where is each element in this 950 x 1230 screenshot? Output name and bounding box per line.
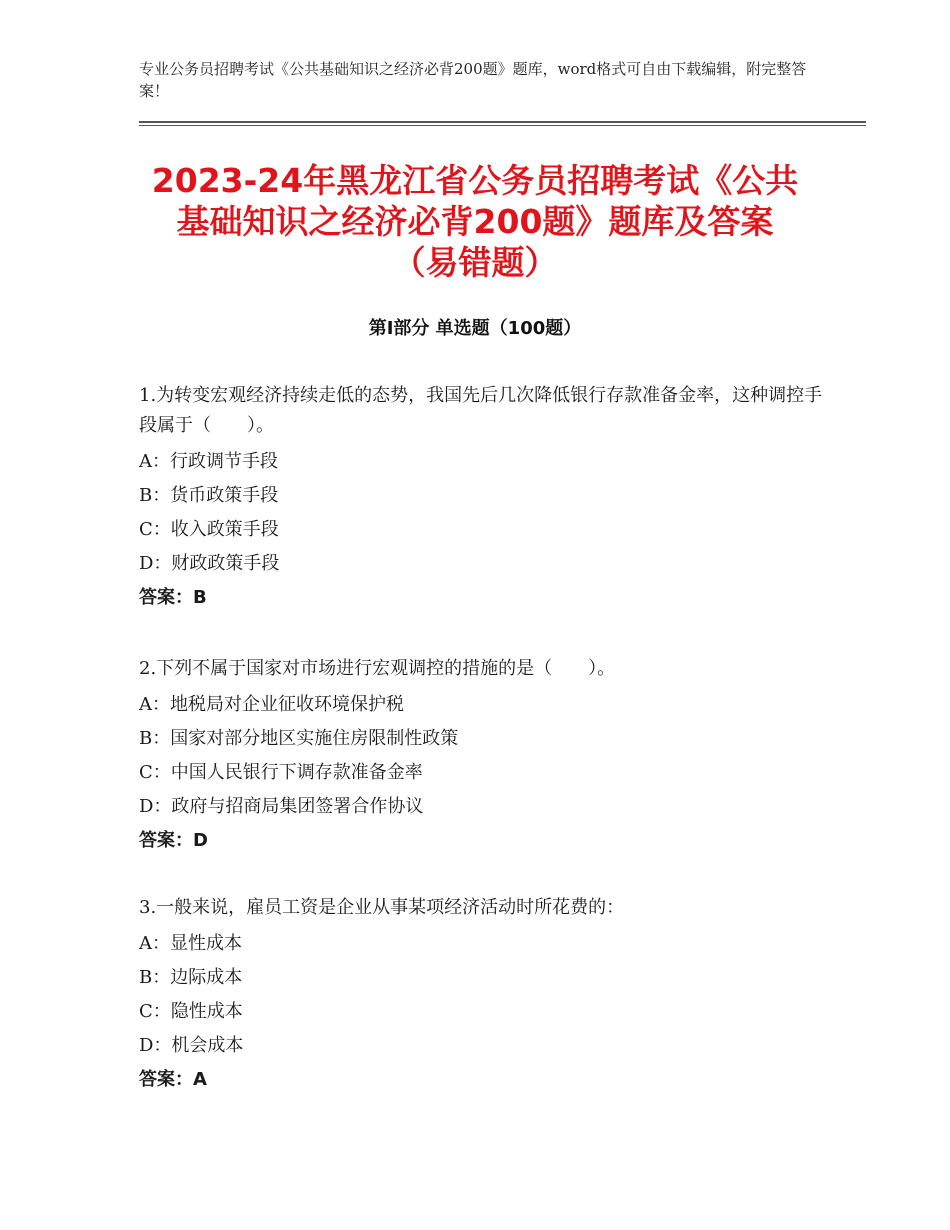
option-a: A：行政调节手段 bbox=[139, 451, 278, 472]
option-d: D：机会成本 bbox=[139, 1035, 244, 1056]
header-rule-thin bbox=[139, 125, 866, 126]
option-b: B：边际成本 bbox=[139, 967, 243, 988]
title-line: 基础知识之经济必背200题》题库及答案 bbox=[176, 202, 774, 241]
title-line: （易错题） bbox=[392, 243, 558, 282]
answer: 答案：A bbox=[139, 1069, 207, 1090]
question-block bbox=[139, 654, 829, 858]
question-text: 2.下列不属于国家对市场进行宏观调控的措施的是（ ）。 bbox=[139, 658, 616, 679]
question-block bbox=[139, 381, 829, 615]
header-note: 专业公务员招聘考试《公共基础知识之经济必背200题》题库，word格式可自由下载编辑，附完整答案！ bbox=[139, 60, 807, 100]
section-heading: 第Ⅰ部分 单选题（100题） bbox=[368, 318, 582, 339]
question-block bbox=[139, 893, 829, 1097]
header-rule bbox=[139, 121, 866, 123]
option-b: B：货币政策手段 bbox=[139, 485, 279, 506]
option-d: D：财政政策手段 bbox=[139, 553, 280, 574]
title-line: 2023-24年黑龙江省公务员招聘考试《公共 bbox=[151, 161, 799, 200]
question-text: 1.为转变宏观经济持续走低的态势，我国先后几次降低银行存款准备金率，这种调控手段属于（ ）。 bbox=[139, 385, 823, 436]
answer: 答案：D bbox=[139, 830, 208, 851]
document-title bbox=[100, 160, 850, 283]
option-c: C：中国人民银行下调存款准备金率 bbox=[139, 762, 423, 783]
option-c: C：收入政策手段 bbox=[139, 519, 279, 540]
option-c: C：隐性成本 bbox=[139, 1001, 243, 1022]
option-b: B：国家对部分地区实施住房限制性政策 bbox=[139, 728, 459, 749]
option-d: D：政府与招商局集团签署合作协议 bbox=[139, 796, 424, 817]
option-a: A：显性成本 bbox=[139, 933, 242, 954]
question-text: 3.一般来说，雇员工资是企业从事某项经济活动时所花费的： bbox=[139, 897, 625, 918]
answer: 答案：B bbox=[139, 587, 207, 608]
option-a: A：地税局对企业征收环境保护税 bbox=[139, 694, 404, 715]
